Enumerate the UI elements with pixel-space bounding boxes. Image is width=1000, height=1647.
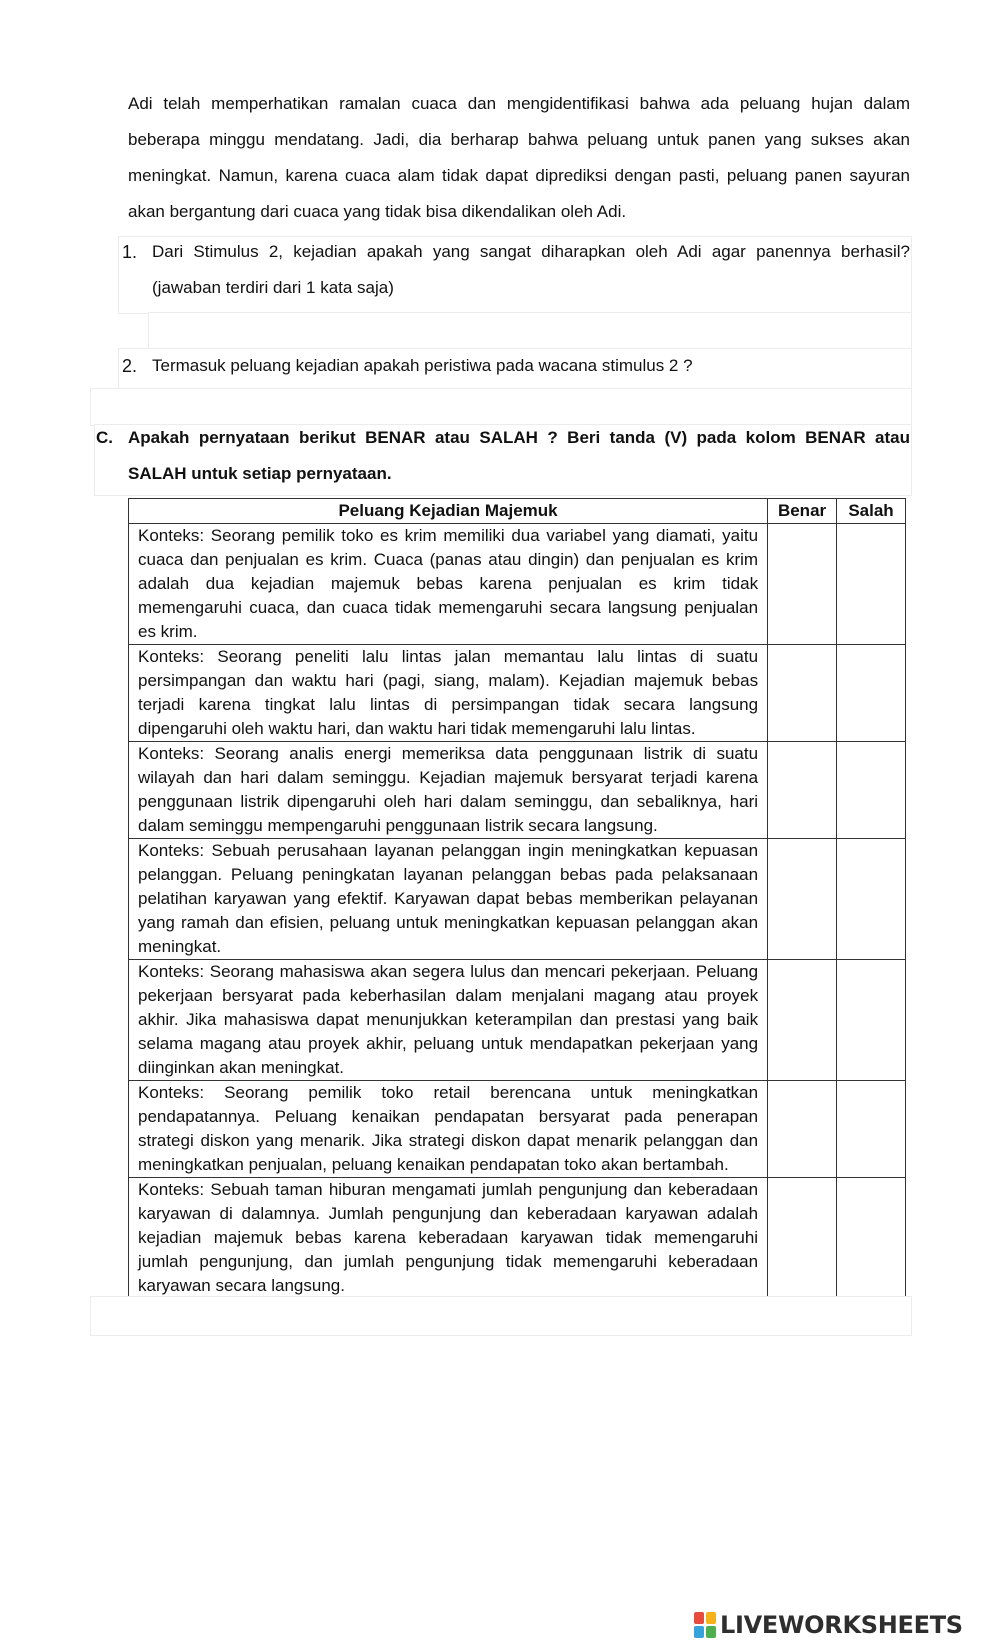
- statement-5: Konteks: Seorang mahasiswa akan segera lulus dan mencari pekerjaan. Peluang pekerjaan bersyarat pada keberhasilan dalam menjalani magang atau proyek akhir. Jika mahasiswa dapat menunjukkan keterampilan dan prestasi yang baik selama magang atau proyek akhir, peluang untuk mendapatkan pekerjaan yang diinginkan akan meningkat.: [129, 960, 768, 1081]
- salah-cell-1[interactable]: [837, 524, 906, 645]
- statement-1: Konteks: Seorang pemilik toko es krim memiliki dua variabel yang diamati, yaitu cuaca dan penjualan es krim. Cuaca (panas atau dingin) dan penjualan es krim adalah dua kejadian majemuk bebas karena penjualan es krim tidak memengaruhi cuaca, dan cuaca tidak memengaruhi secara langsung penjualan es krim.: [129, 524, 768, 645]
- question-1: [122, 234, 910, 306]
- section-c-instruction: Apakah pernyataan berikut BENAR atau SALAH ? Beri tanda (V) pada kolom BENAR atau SALAH untuk setiap pernyataan.: [128, 428, 910, 483]
- stimulus-paragraph: Adi telah memperhatikan ramalan cuaca dan mengidentifikasi bahwa ada peluang hujan dalam beberapa minggu mendatang. Jadi, dia berharap bahwa peluang untuk panen yang sukses akan meningkat. Namun, karena cuaca alam tidak dapat diprediksi dengan pasti, peluang panen sayuran akan bergantung dari cuaca yang tidak bisa dikendalikan oleh Adi.: [128, 94, 910, 221]
- true-false-table: [128, 498, 906, 1299]
- bottom-answer-box: [90, 1296, 912, 1336]
- salah-cell-7[interactable]: [837, 1178, 906, 1299]
- header-statement: Peluang Kejadian Majemuk: [129, 499, 768, 524]
- liveworksheets-icon: [694, 1612, 716, 1638]
- benar-cell-3[interactable]: [768, 742, 837, 839]
- header-salah: Salah: [837, 499, 906, 524]
- logo-square-red: [694, 1612, 704, 1624]
- benar-cell-6[interactable]: [768, 1081, 837, 1178]
- section-c: [96, 420, 910, 492]
- table-header-row: [129, 499, 906, 524]
- table-row: [129, 1081, 906, 1178]
- answer-input-1[interactable]: [148, 312, 912, 350]
- table-row: [129, 839, 906, 960]
- benar-cell-5[interactable]: [768, 960, 837, 1081]
- statement-2: Konteks: Seorang peneliti lalu lintas jalan memantau lalu lintas di suatu persimpangan dan waktu hari (pagi, siang, malam). Kejadian majemuk bebas terjadi karena tingkat lalu lintas di persimpangan tidak secara langsung dipengaruhi oleh waktu hari, dan waktu hari tidak memengaruhi lalu lintas.: [129, 645, 768, 742]
- question-1-number: 1.: [122, 242, 138, 262]
- statement-3: Konteks: Seorang analis energi memeriksa data penggunaan listrik di suatu wilayah dan hari dalam seminggu. Kejadian majemuk bersyarat terjadi karena penggunaan listrik dipengaruhi oleh hari dalam seminggu, dan sebaliknya, hari dalam seminggu mempengaruhi penggunaan listrik secara langsung.: [129, 742, 768, 839]
- benar-cell-7[interactable]: [768, 1178, 837, 1299]
- statement-6: Konteks: Seorang pemilik toko retail berencana untuk meningkatkan pendapatannya. Peluang kenaikan pendapatan bersyarat pada penerapan strategi diskon yang menarik. Jika strategi diskon dapat menarik pelanggan dan meningkatkan penjualan, peluang kenaikan pendapatan toko akan bertambah.: [129, 1081, 768, 1178]
- header-benar: Benar: [768, 499, 837, 524]
- benar-cell-2[interactable]: [768, 645, 837, 742]
- question-1-text: Dari Stimulus 2, kejadian apakah yang sangat diharapkan oleh Adi agar panennya berhasil? (jawaban terdiri dari 1 kata saja): [152, 242, 910, 297]
- question-2-number: 2.: [122, 356, 138, 376]
- statement-7: Konteks: Sebuah taman hiburan mengamati jumlah pengunjung dan keberadaan karyawan di dalamnya. Jumlah pengunjung dan keberadaan karyawan adalah kejadian majemuk bebas karena keberadaan karyawan tidak memengaruhi jumlah pengunjung, dan jumlah pengunjung tidak memengaruhi keberadaan karyawan secara langsung.: [129, 1178, 768, 1299]
- table-row: [129, 960, 906, 1081]
- table-row: [129, 645, 906, 742]
- benar-cell-4[interactable]: [768, 839, 837, 960]
- table-row: [129, 742, 906, 839]
- section-c-letter: C.: [96, 428, 113, 447]
- logo-square-blue: [694, 1626, 704, 1638]
- table-row: [129, 1178, 906, 1299]
- salah-cell-5[interactable]: [837, 960, 906, 1081]
- table-row: [129, 524, 906, 645]
- salah-cell-3[interactable]: [837, 742, 906, 839]
- liveworksheets-wordmark: LIVEWORKSHEETS: [720, 1611, 963, 1639]
- question-2: [122, 348, 910, 384]
- logo-square-yellow: [706, 1612, 716, 1624]
- statement-4: Konteks: Sebuah perusahaan layanan pelanggan ingin meningkatkan kepuasan pelanggan. Peluang peningkatan layanan pelanggan bebas pada pelaksanaan pelatihan karyawan yang efektif. Karyawan dapat bebas memberikan pelayanan yang ramah dan efisien, peluang untuk meningkatkan kepuasan pelanggan akan meningkat.: [129, 839, 768, 960]
- liveworksheets-logo: [694, 1612, 963, 1638]
- salah-cell-4[interactable]: [837, 839, 906, 960]
- logo-square-green: [706, 1626, 716, 1638]
- benar-cell-1[interactable]: [768, 524, 837, 645]
- salah-cell-2[interactable]: [837, 645, 906, 742]
- salah-cell-6[interactable]: [837, 1081, 906, 1178]
- question-2-text: Termasuk peluang kejadian apakah peristiwa pada wacana stimulus 2 ?: [152, 356, 693, 375]
